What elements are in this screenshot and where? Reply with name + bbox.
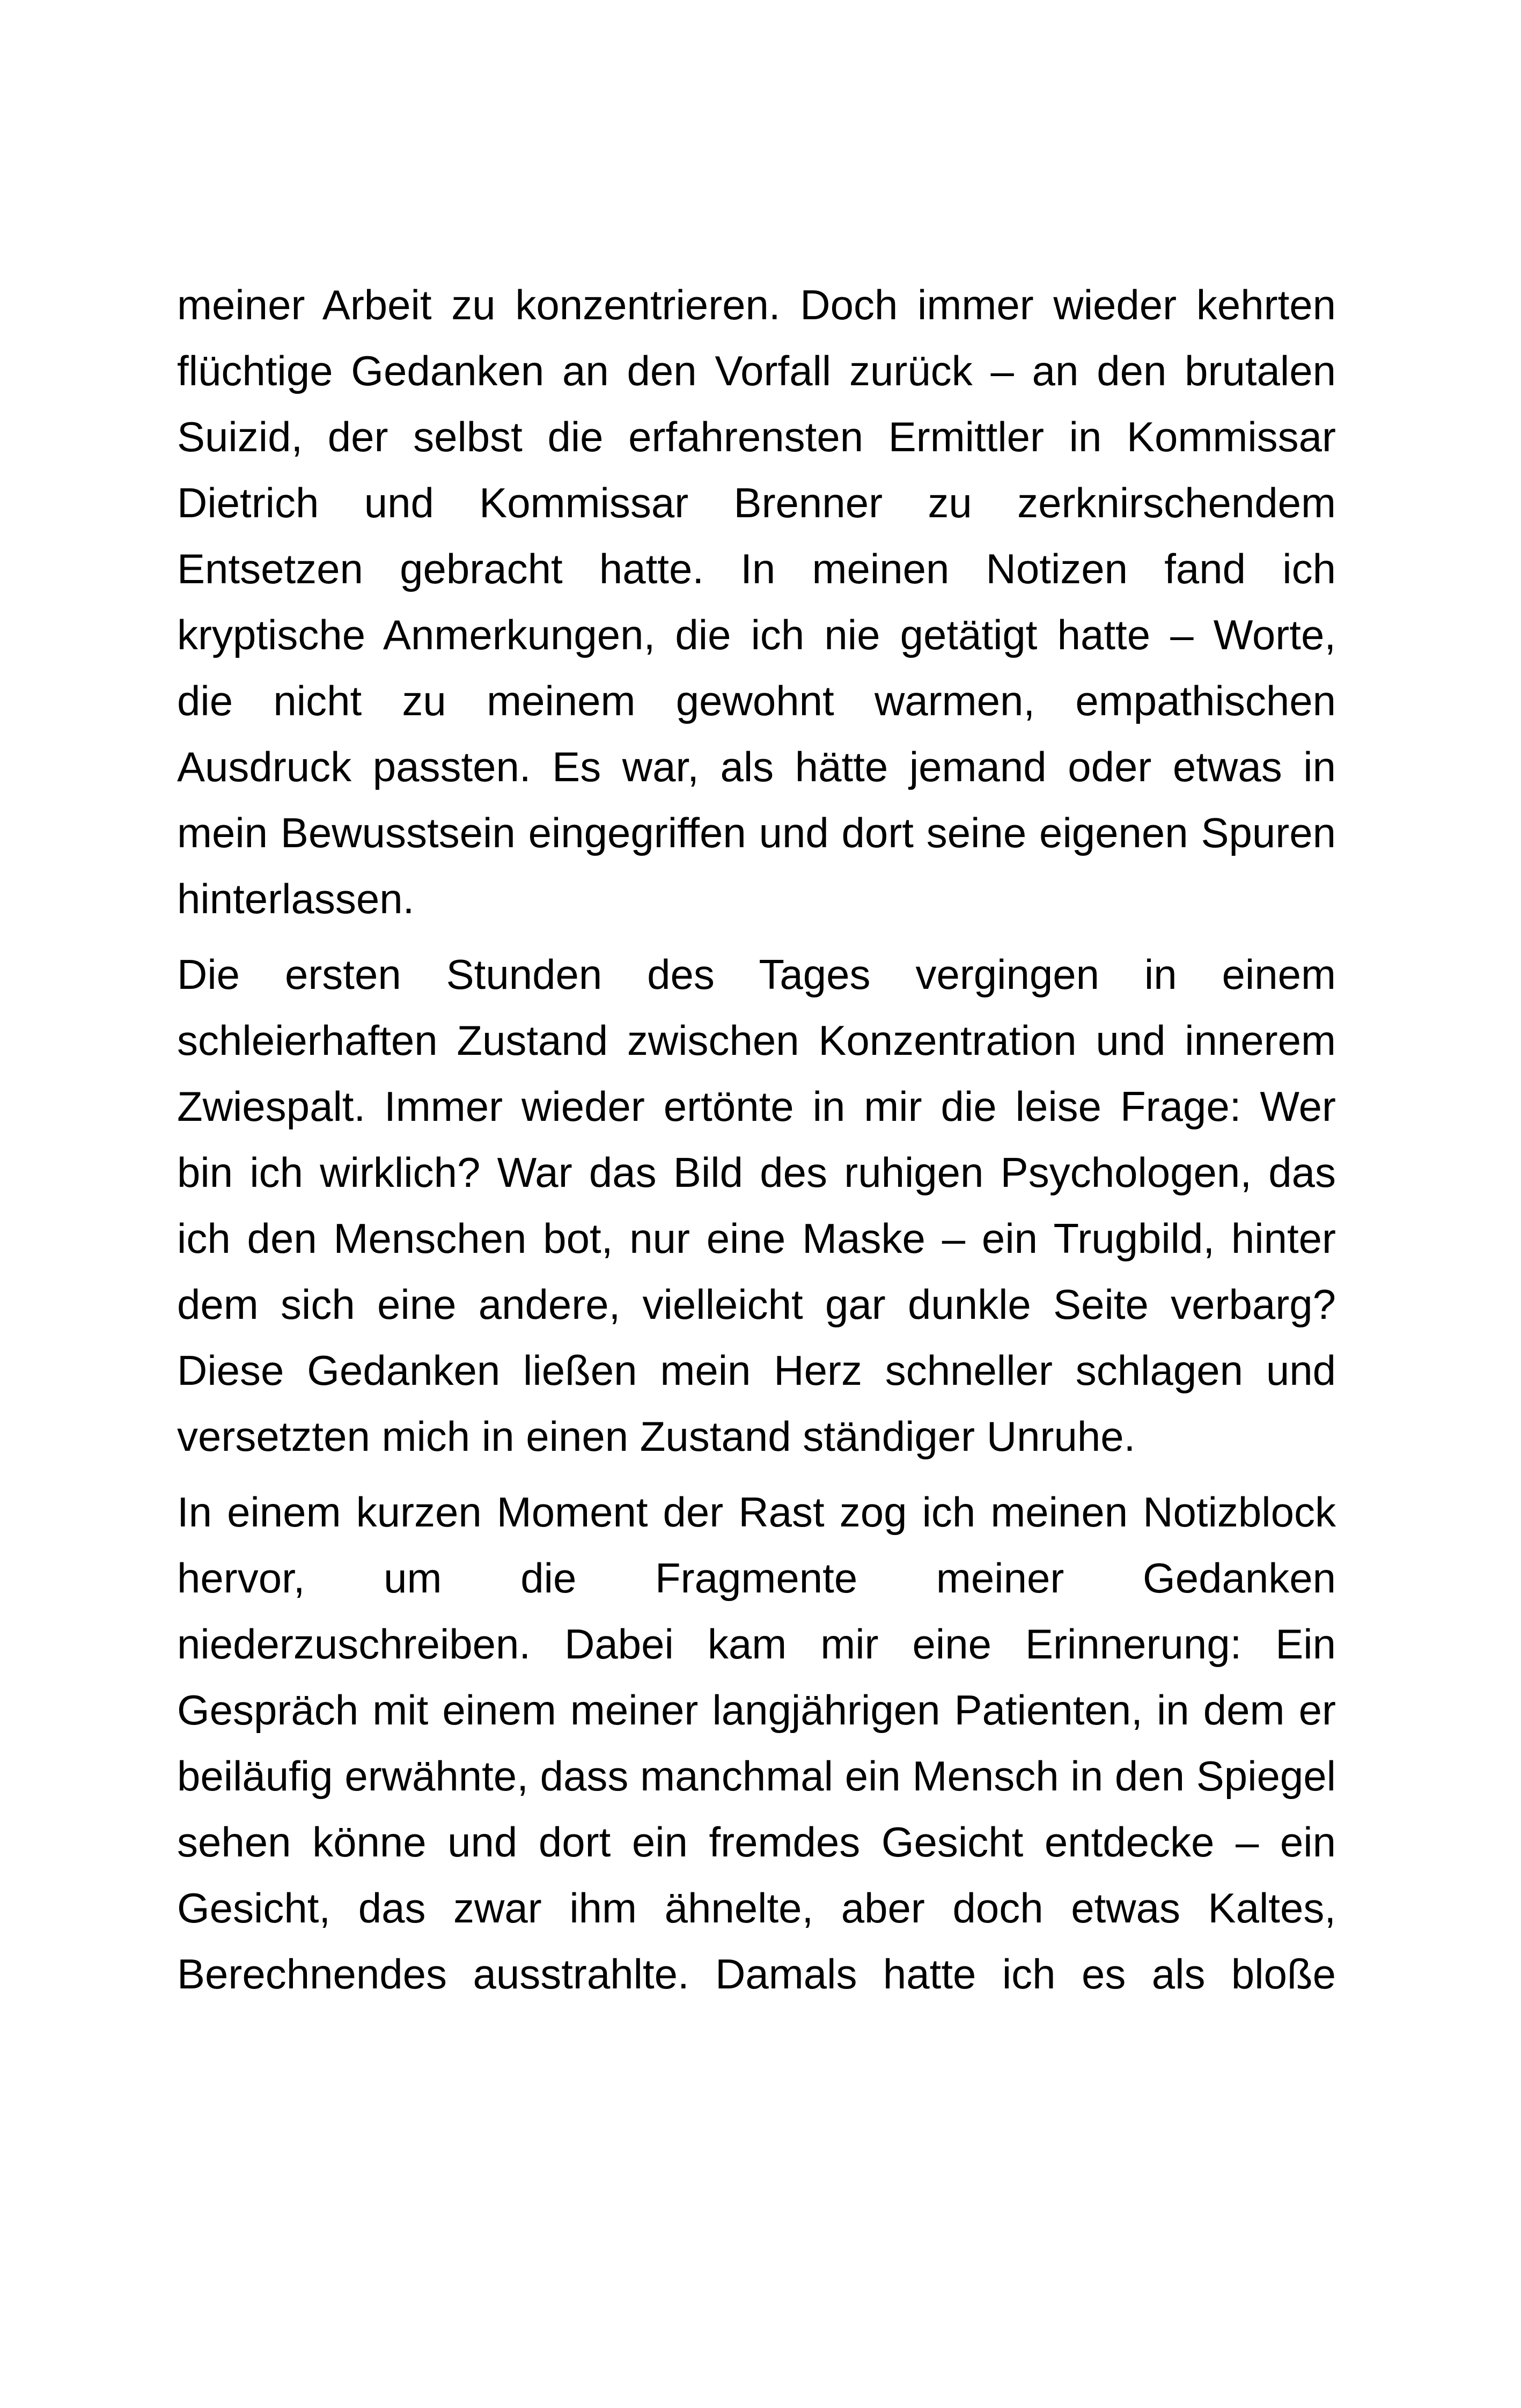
paragraph-1: meiner Arbeit zu konzentrieren. Doch immer wieder kehrten flüchtige Gedanken an den Vorfall zurück – an den brutalen Suizid, der selbst die erfahrensten Ermittler in Kommissar Dietrich und Kommissar Brenner zu zerknirschendem Entsetzen gebracht hatte. In meinen Notizen fand ich kryptische Anmerkungen, die ich nie getätigt hatte – Worte, die nicht zu meinem gewohnt warmen, empathischen Ausdruck passten. Es war, als hätte jemand oder etwas in mein Bewusstsein eingegriffen und dort seine eigenen Spuren hinterlassen.	[177, 281, 1336, 922]
paragraph-3: In einem kurzen Moment der Rast zog ich meinen Notizblock hervor, um die Fragmente meiner Gedanken niederzuschreiben. Dabei kam mir eine Erinnerung: Ein Gespräch mit einem meiner langjährigen Patienten, in dem er beiläufig erwähnte, dass manchmal ein Mensch in den Spiegel sehen könne und dort ein fremdes Gesicht entdecke – ein Gesicht, das zwar ihm ähnelte, aber doch etwas Kaltes, Berechnendes ausstrahlte. Damals hatte ich es als bloße	[177, 1488, 1336, 1998]
paragraph-2: Die ersten Stunden des Tages vergingen in einem schleierhaften Zustand zwischen Konzentration und innerem Zwiespalt. Immer wieder ertönte in mir die leise Frage: Wer bin ich wirklich? War das Bild des ruhigen Psychologen, das ich den Menschen bot, nur eine Maske – ein Trugbild, hinter dem sich eine andere, vielleicht gar dunkle Seite verbarg? Diese Gedanken ließen mein Herz schneller schlagen und versetzten mich in einen Zustand ständiger Unruhe.	[177, 951, 1336, 1460]
